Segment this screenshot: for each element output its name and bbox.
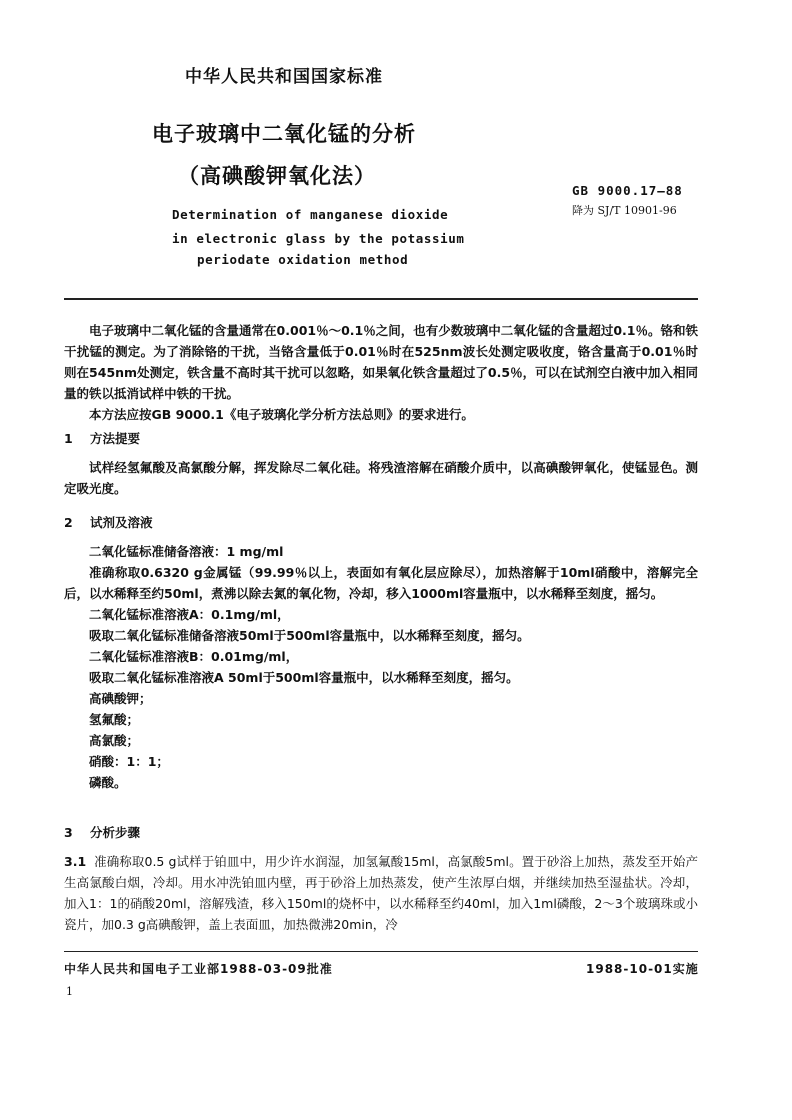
english-title-line-2: in electronic glass by the potassium [172,231,465,246]
stock-solution-prep: 准确称取0.6320 g金属锰（99.99％以上，表面如有氧化层应除尽），加热溶解于10ml硝酸中，溶解完全后，以水稀释至约50ml，煮沸以除去氮的氧化物，冷却，移入1000ml容量瓶中，以水稀释至刻度，摇匀。 [64,565,698,601]
section-3-heading [64,822,698,843]
section-1-heading [64,428,698,449]
standard-a-prep: 吸取二氧化锰标准储备溶液50ml于500ml容量瓶中，以水稀释至刻度，摇匀。 [89,628,530,643]
section-3 [64,822,698,935]
reagent-item: 高氯酸； [89,733,140,748]
approval-note: 中华人民共和国电子工业部1988-03-09批准 [64,962,333,976]
step-3-1-text: 准确称取0.5 g试样于铂皿中，用少许水润湿，加氢氟酸15ml，高氯酸5ml。置于砂浴上加热，蒸发至开始产生高氯酸白烟，冷却。用水冲洗铂皿内壁，再于砂浴上加热蒸发，使产生浓厚白烟，并继续加热至湿盐状。冷却，加入1：1的硝酸20ml，溶解残渣，移入150ml的烧杯中，以水稀释至约40ml，加入1ml磷酸，2～3个玻璃珠或小瓷片，加0.3 g高碘酸钾，盖上表面皿，加热微沸20min，冷 [64,854,698,932]
header-divider [64,298,698,300]
reagent-item: 高碘酸钾； [89,691,152,706]
standard-code: GB 9000.17—88 [572,183,683,198]
intro-section [64,320,698,425]
section-2-title: 试剂及溶液 [90,515,153,530]
reagent-item: 硝酸：1：1； [89,754,169,769]
standard-b-prep: 吸取二氧化锰标准溶液A 50ml于500ml容量瓶中，以水稀释至刻度，摇匀。 [89,670,519,685]
section-3-number: 3 [64,825,73,840]
english-title-line-3: periodate oxidation method [197,252,409,267]
effective-date: 1988-10-01实施 [586,962,699,976]
reagent-item: 氢氟酸； [89,712,140,727]
section-2-heading [64,512,698,533]
document-subtitle: （高碘酸钾氧化法） [178,164,376,188]
page-number: 1 [66,985,73,998]
section-2-number: 2 [64,515,73,530]
footer-divider [64,951,698,952]
section-1-title: 方法提要 [90,431,141,446]
standard-replaced-note: 降为 SJ/T 10901-96 [572,204,677,217]
step-3-1-number: 3.1 [64,854,87,869]
section-2 [64,512,698,793]
document-title: 电子玻璃中二氧化锰的分析 [152,122,416,146]
section-1-number: 1 [64,431,73,446]
intro-paragraph-1: 电子玻璃中二氧化锰的含量通常在0.001％～0.1％之间，也有少数玻璃中二氧化锰的含量超过0.1％。铬和铁干扰锰的测定。为了消除铬的干扰，当铬含量低于0.01％时在525nm波长处测定吸收度，铬含量高于0.01％时则在545nm处测定，铁含量不高时其干扰可以忽略，如果氧化铁含量超过了0.5％，可以在试剂空白液中加入相同量的铁以抵消试样中铁的干扰。 [64,323,698,401]
intro-paragraph-2: 本方法应按GB 9000.1《电子玻璃化学分析方法总则》的要求进行。 [89,407,474,422]
reagent-item: 磷酸。 [89,775,127,790]
standard-organization: 中华人民共和国国家标准 [185,67,383,87]
step-3-1 [64,851,698,935]
standard-b-label: 二氧化锰标准溶液B：0.01mg/ml， [89,649,299,664]
section-1-text: 试样经氢氟酸及高氯酸分解，挥发除尽二氧化硅。将残渣溶解在硝酸介质中，以高碘酸钾氧化，使锰显色。测定吸光度。 [64,460,698,496]
standard-a-label: 二氧化锰标准溶液A：0.1mg/ml， [89,607,290,622]
section-1 [64,428,698,499]
section-3-title: 分析步骤 [90,825,141,840]
stock-solution-label: 二氧化锰标准储备溶液：1 mg/ml [89,544,284,559]
english-title-line-1: Determination of manganese dioxide [172,207,449,222]
